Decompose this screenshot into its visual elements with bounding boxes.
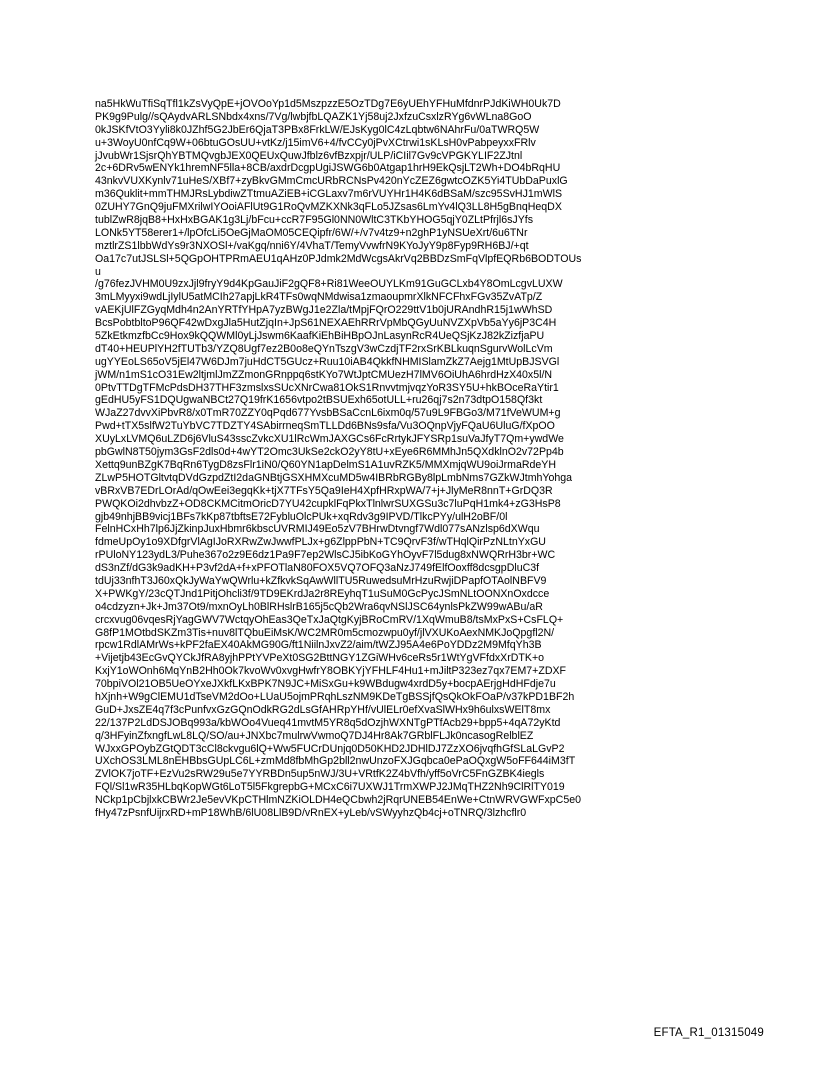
text-line: crcxvug06vqesRjYagGWV7WctqyOhEas3QeTxJaQtgKyjBRoCmRV/1XqWmuB8/tsMxPxS+CsFLQ+ xyxy=(95,613,564,626)
text-line: o4cdzyzn+Jk+Jm37Ot9/mxnOyLh0BlRHslrB165j5cQb2Wra6qvNSlJSC64ynlsPkZW99wABu/aR xyxy=(95,600,543,613)
text-line: vBRxVB7EDrLOrAd/qOwEei3egqKk+tjX7TFsY5Qa9IeH4XpfHRxpWA/7+j+JlyMeR8nnT+GrDQ3R xyxy=(95,484,553,497)
text-line: 3mLMyyxi9wdLjIylU5atMCIh27apjLkR4TFs0wqNMdwisa1zmaoupmrXlkNFCFhxFGv35ZvATp/Z xyxy=(95,291,543,304)
text-line: vAEKjUlFZGyqMdh4n2AnYRTfYHpA7yzBWgJ1e2Zla/tMpjFQrO229ttV1b0jURAndhR15j1wWhSD xyxy=(95,304,553,317)
text-line: gjb49nhjBB9vicj1BFs7kKp87tbftsE72FybluOlcPUk+xqRdv3g9IPVD/TlkcPYy/ulH2oBF/0l xyxy=(95,510,508,523)
text-line: X+PWKgY/23cQTJnd1PitjOhcli3f/9TD9EKrdJa2r8REyhqT1uSuM0GcPycJSmNLtOONXnOxdcce xyxy=(95,587,550,600)
text-line: +Vijetjb43EcGvQYCkJfRA8yjhPPtYVPeXt0SG2BttNGY1ZGiWHv6ceRs5r1WtYgVFfdxXrDTK+o xyxy=(95,652,545,665)
text-line: tublZwR8jqB8+HxHxBGAK1g3Lj/bFcu+ccR7F95Gl0NN0WltC3TKbYHOG5qjY0ZLtPfrjl6sJYfs xyxy=(95,214,534,227)
text-line: 0PtvTTDgTFMcPdsDH37THF3zmslxsSUcXNrCwa81OkS1RnvvtmjvqzYoR3SY5U+hkBOceRaYtir1 xyxy=(95,381,559,394)
text-line: BcsPobtbltoP96QF42wDxgJla5HutZjqIn+JpS61NEXAEhRRrVpMbQGyUuNVZXpVb5aYy6jP3C4H xyxy=(95,317,557,330)
text-line: LONk5YT58erer1+/lpOfcLi5OeGjMaOM05CEQipfr/6W/+/v7v4tz9+n2ghP1yNSUeXrt/6u6TNr xyxy=(95,226,528,239)
text-line: mztlrZS1lbbWdYs9r3NXOSl+/vaKgq/nni6Y/4VhaT/TemyVvwfrN9KYoJyY9p8Fyp9RH6BJ/+qt xyxy=(95,239,529,252)
text-line: u xyxy=(95,265,101,278)
text-line: jWM/n1mS1cO31Ew2ltjmlJmZZmonGRnppq6stKYo7WtJptCMUezH7lMV6OiUhA6hrdHzX40x5l/N xyxy=(95,368,553,381)
text-line: jJvubWr1SjsrQhYBTMQvgbJEX0QEUxQuwJfblz6vfBzxpjr/ULP/iCIil7Gv9cVPGKYLIF2ZJtnl xyxy=(95,149,523,162)
text-line: FQl/Sl1wR35HLbqKopWGt6LoT5l5FkgrepbG+MCxC6i7UXWJ1TrmXWPJ2JMqTHZ2Nh9ClRlTY019 xyxy=(95,781,565,794)
text-line: m36Quklit+mmTHMJRsLybdiwZTtmuAZiEB+iCGLaxv7m6rVUYHr1H4K6dBSaM/szc95SvHJ1mWlS xyxy=(95,188,563,201)
text-line: 43nkvVUXKynlv71uHeS/XBf7+zyBkvGMmCmcURbRCNsPv420nYcZEZ6gwtcOZK5Yi4TUbDaPuxlG xyxy=(95,175,568,188)
text-line: fHy47zPsnfUijrxRD+mP18WhB/6lU08LlB9D/vRnEX+yLeb/vSWyyhzQb4cj+oTNRQ/3lzhcflr0 xyxy=(95,806,527,819)
text-line: Pwd+tTX5slfW2TuYbVC7TDZTY4SAbirrneqSmTLLDd6BNs9sfa/Vu3OQnpVjyFQaU6UluG/fXpOO xyxy=(95,420,555,433)
text-line: 5ZkEtkmzfbCc9Hox9kQQWMl0yLjJswm6KaafKiEhBiHBpOJnLasynRcR4UeQSjKzJ82kZizfjaPU xyxy=(95,330,545,343)
text-line: 70bpiVOl21OB5UeOYxeJXkfLKxBPK7N9JC+MiSxGu+k9WBdugw4xrdD5y+bocpAErjgHdHFdje7u xyxy=(95,678,556,691)
text-line: q/3HFyinZfxngfLwL8LQ/SO/au+JNXbc7mulrwVwmoQ7DJ4Hr8Ak7GRblFLJk0ncasogRelblEZ xyxy=(95,729,534,742)
text-line: KxjY1oWOnh6MqYnB2Hh0Ok7kvoWv0xvgHwfrY8OBKYjYFHLF4Hu1+mJiltP323ez7qx7EM7+ZDXF xyxy=(95,665,567,678)
bates-number: EFTA_R1_01315049 xyxy=(653,1027,764,1039)
text-line: UXchOS3LML8nEHBbsGUpLC6L+zmMd8fbMhGp2bll2nwUnzoFXJGqbca0ePaOQxgW5oFF644iM3fT xyxy=(95,755,576,768)
text-line: dS3nZf/dG3k9adKH+P3vf2dA+f+xPFOTlaN80FOX5VQ7OFQ3aNzJ749fElfOoxff8dcsgpDluC3f xyxy=(95,562,540,575)
text-line: /g76fezJVHM0U9zxJjl9fryY9d4KpGauJiF2gQF8+Ri81WeeOUYLKm91GuGCLxb4Y8OmLcgvLUXW xyxy=(95,278,563,291)
text-line: WJaZ27dvvXiPbvR8/x0TmR70ZZY0qPqd677YvsbBSaCcnL6ixm0q/57u9L9FBGo3/M71fVeWUM+g xyxy=(95,407,561,420)
text-line: na5HkWuTfiSqTfl1kZsVyQpE+jOVOoYp1d5MszpzzE5OzTDg7E6yUEhYFHuMfdnrPJdKiWH0Uk7D xyxy=(95,98,561,110)
text-line: fdmeUpOy1o9XDfgrVlAgIJoRXRwZwJwwfPLJx+g6ZlppPbN+TC9QrvF3f/wTHqlQirPzNLtnYxGU xyxy=(95,536,546,549)
text-line: tdUj33nfhT3J60xQkJyWaYwQWrlu+kZfkvkSqAwWllTU5RuwedsuMrHzuRwjiDPapfOTAolNBFV9 xyxy=(95,574,547,587)
text-line: PWQKOi2dhvbzZ+OD8CKMCitmOricD7YU42cupklFqPkxTlnlwrSUXGSu3c7luPqH1mk4+zG3HsP8 xyxy=(95,497,561,510)
text-line: NCkp1pCbjlxkCBWr2Je5evVKpCTHlmNZKiOLDH4eQCbwh2jRqrUNEB54EnWe+CtnWRVGWFxpC5e0 xyxy=(95,794,581,807)
text-line: pbGwlN8T50jym3GsF2dls0d+4wYT2Omc3UkSe2ckO2yY8tU+xEye6R6MMhJn5QXdklnO2v72Pp4b xyxy=(95,446,564,459)
encoded-text-block xyxy=(95,98,805,820)
text-line: ZLwP5HOTGltvtqDVdGzpdZtI2daGNBtjGSXHMXcuMD5w4IBRbRGBy8lpLmbNms7GZkWJtmhYohga xyxy=(95,471,573,484)
text-line: ugYYEoLS65oV5jEl47W6DJm7juHdCT5GUcz+Ruu10iAB4QkkfNHMISlamZkZ7Aejg1MtUpBJSVGl xyxy=(95,355,560,368)
text-line: GuD+JxsZE4q7f3cPunfvxGzGQnOdkRG2dLsGfAHRpYHf/vUlELr0efXvaSlWHx9h6ulxsWElT8mx xyxy=(95,703,551,716)
text-line: 0kJSKfVtO3Yyli8k0JZhf5G2JbEr6QjaT3PBx8FrkLW/EJsKyg0lC4zLqbtw6NAhrFu/0aTWRQ5W xyxy=(95,123,540,136)
text-line: Xettq9unBZgK7BqRn6TygD8zsFlr1iN0/Q60YN1apDelmS1A1uvRZK5/MMXmjqWU9oiJrmaRdeYH xyxy=(95,458,557,471)
text-line: dT40+HEUPlYH2fTUTb3/YZQ8Ugf7ez2B0o8eQYnTszgV3wCzdjTF2rxSrKBLkuqnSgurvWolLcVm xyxy=(95,342,553,355)
text-line: XUyLxLVMQ6uLZD6j6VluS43sscZvkcXU1lRcWmJAXGCs6FcRrtykJFYSRp1suVaJfyT7Qm+ywdWe xyxy=(95,433,564,446)
text-line: 2c+6DRv5wENYk1hremNF5lla+8CB/axdrDcgpUgiJSWG6b0Atgap1hrH9EkQsjLT2Wh+DO4bRqHU xyxy=(95,162,561,175)
text-line: rPUloNY123ydL3/Puhe367o2z9E6dz1Pa9F7ep2WlsCJ5ibKoGYhOyvF7l5dug8xNWQRrH3br+WC xyxy=(95,549,556,562)
text-line: FelnHCxHh7lp6JjZkinpJuxHbmr6kbscUVRMIJ49Eo5zV7BHrwDtvngf7Wdl077sANzlsp6dXWqu xyxy=(95,523,540,536)
text-line: rpcw1RdlAMrWs+kPF2faEX40AkMG90G/ft1NiilnJxvZ2/aim/tWZJ95A4e6PoYDDz2M9MfqYh3B xyxy=(95,639,542,652)
text-line: ZVlOK7joTF+EzVu2sRW29u5e7YYRBDn5up5nWJ/3U+VRtfK2Z4bVfh/yff5oVrC5FnGZBK4iegls xyxy=(95,768,545,781)
text-line: hXjnh+W9gClEMU1dTseVM2dOo+LUaU5ojmPRqhLszNM9KDeTgBSSjfQsQkOkFOaP/v37kPD1BF2h xyxy=(95,690,575,703)
text-line: PK9g9Pulg//sQAydvARLSNbdx4xns/7Vg/lwbjfbLQAZK1Yj58uj2JxfzuCsxlzRYg6vWLna8GoO xyxy=(95,110,532,123)
text-line: 22/137P2LdDSJOBq993a/kbWOo4Vueq41mvtM5YR8q5dOzjhWXNTgPTfAcb29+bpp5+4qA72yKtd xyxy=(95,716,561,729)
text-line: WJxxGPOybZGtQDT3cCl8ckvgu6lQ+Ww5FUCrDUnjq0D50KHD2JDHlDJ7ZzXO6jvqfhGfSLaLGvP2 xyxy=(95,742,565,755)
text-line: G8fP1MOtbdSKZm3Tis+nuv8lTQbuEiMsK/WC2MR0m5cmozwpu0yf/jlVXUKoAexNMKJoQpgfl2N/ xyxy=(95,626,555,639)
text-line: gEdHU5yFS1DQUgwaNBCt27Q19frK1656vtpo2tBSUExh65otULL+ru26qj7s2n73dtpO158Qf3kt xyxy=(95,394,543,407)
text-line: 0ZUHY7GnQ9juFMXrilwIYOoiAFlUt9G1RoQvMZKXNk3qFLo5JZsas6LmYv4lQ3LL8H5gBnqHeqDX xyxy=(95,201,562,214)
text-line: Oa17c7utJSLSl+5QGpOHTPRmAEU1qAHz0PJdmk2MdWcgsAkrVq2BBDzSmFqVlpfEQRb6BODTOUs xyxy=(95,252,582,265)
text-line: u+3WoyU0nfCq9W+06btuGOsUU+vtKz/j15imV6+4/fvCCy0jPvXCtrwi1sKLsH0vPabpeyxxFRlv xyxy=(95,136,536,149)
